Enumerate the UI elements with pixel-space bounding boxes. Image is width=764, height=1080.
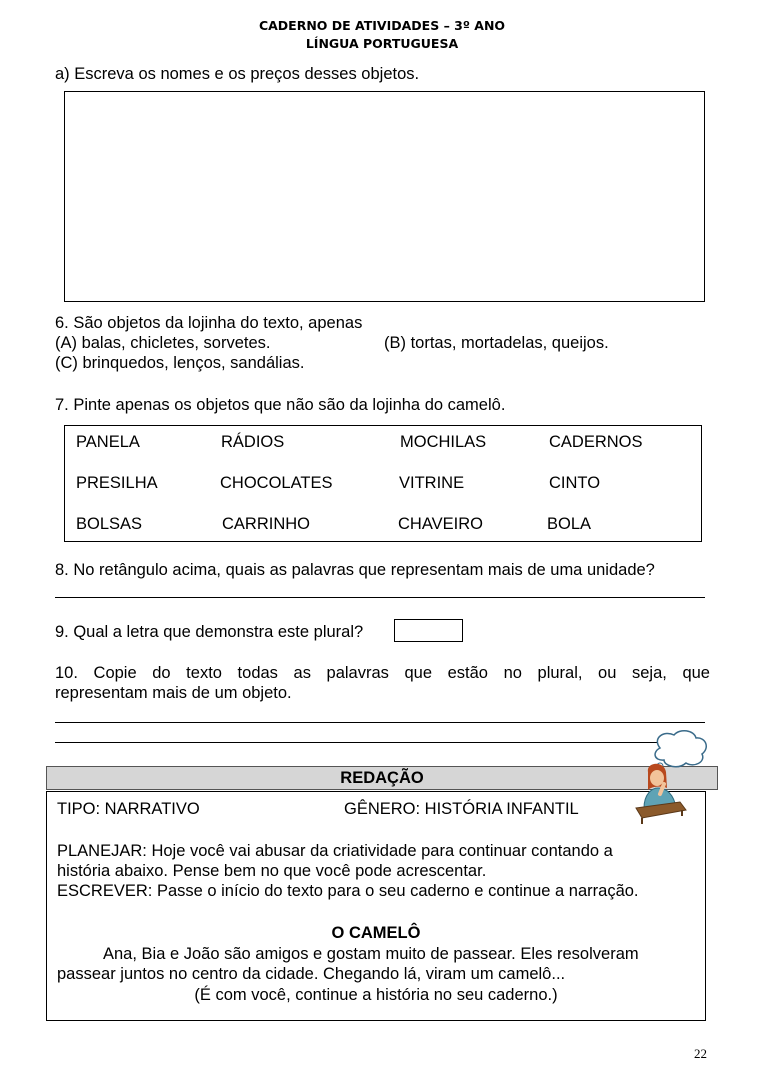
question-6-option-a: (A) balas, chicletes, sorvetes. [55, 334, 271, 352]
redacao-planejar-line1: PLANEJAR: Hoje você vai abusar da criatividade para continuar contando a [57, 842, 613, 860]
answer-box-a[interactable] [64, 91, 705, 302]
redacao-genero: GÊNERO: HISTÓRIA INFANTIL [344, 800, 579, 818]
header-title-line1: CADERNO DE ATIVIDADES – 3º ANO [258, 18, 506, 33]
word-item[interactable]: MOCHILAS [400, 433, 487, 451]
redacao-planejar-line2: história abaixo. Pense bem no que você pode acrescentar. [57, 862, 487, 880]
story-line3: (É com você, continue a história no seu caderno.) [194, 986, 558, 1004]
question-7-prompt: 7. Pinte apenas os objetos que não são da lojinha do camelô. [55, 396, 506, 414]
story-line2: passear juntos no centro da cidade. Chegando lá, viram um camelô... [57, 965, 566, 983]
header-title-line2: LÍNGUA PORTUGUESA [305, 36, 459, 51]
redacao-title-bar [46, 766, 718, 790]
question-9-prompt: 9. Qual a letra que demonstra este plural? [55, 623, 364, 641]
redacao-tipo: TIPO: NARRATIVO [57, 800, 200, 818]
question-8-prompt: 8. No retângulo acima, quais as palavras que representam mais de uma unidade? [55, 561, 655, 579]
answer-box-9[interactable] [394, 619, 463, 642]
answer-line-8[interactable] [55, 597, 705, 598]
question-a-prompt: a) Escreva os nomes e os preços desses objetos. [55, 65, 420, 83]
thinking-girl-icon [630, 728, 715, 828]
page-number: 22 [694, 1046, 707, 1061]
question-6-prompt: 6. São objetos da lojinha do texto, apenas [55, 314, 363, 332]
redacao-escrever: ESCREVER: Passe o início do texto para o seu caderno e continue a narração. [57, 882, 639, 900]
word-item[interactable]: CHAVEIRO [398, 515, 483, 533]
word-item[interactable]: PANELA [76, 433, 140, 451]
question-10-line2: representam mais de um objeto. [55, 684, 292, 702]
word-item[interactable]: VITRINE [399, 474, 465, 492]
question-6-option-c: (C) brinquedos, lenços, sandálias. [55, 354, 305, 372]
answer-line-10[interactable] [55, 722, 705, 723]
word-item[interactable]: CARRINHO [222, 515, 311, 533]
word-item[interactable]: CADERNOS [549, 433, 643, 451]
redacao-title: REDAÇÃO [340, 769, 424, 787]
word-item[interactable]: BOLSAS [76, 515, 143, 533]
question-6-option-b: (B) tortas, mortadelas, queijos. [384, 334, 609, 352]
story-title: O CAMELÔ [331, 924, 421, 942]
word-box [64, 425, 702, 542]
word-item[interactable]: BOLA [547, 515, 592, 533]
word-item[interactable]: CINTO [549, 474, 601, 492]
story-line1: Ana, Bia e João são amigos e gostam muito de passear. Eles resolveram [103, 945, 639, 963]
question-10-line1: 10. Copie do texto todas as palavras que estão no plural, ou seja, que [55, 664, 710, 682]
word-item[interactable]: CHOCOLATES [220, 474, 333, 492]
answer-line-10[interactable] [55, 742, 705, 743]
redacao-box [46, 791, 706, 1021]
word-item[interactable]: PRESILHA [76, 474, 158, 492]
word-item[interactable]: RÁDIOS [221, 433, 285, 451]
